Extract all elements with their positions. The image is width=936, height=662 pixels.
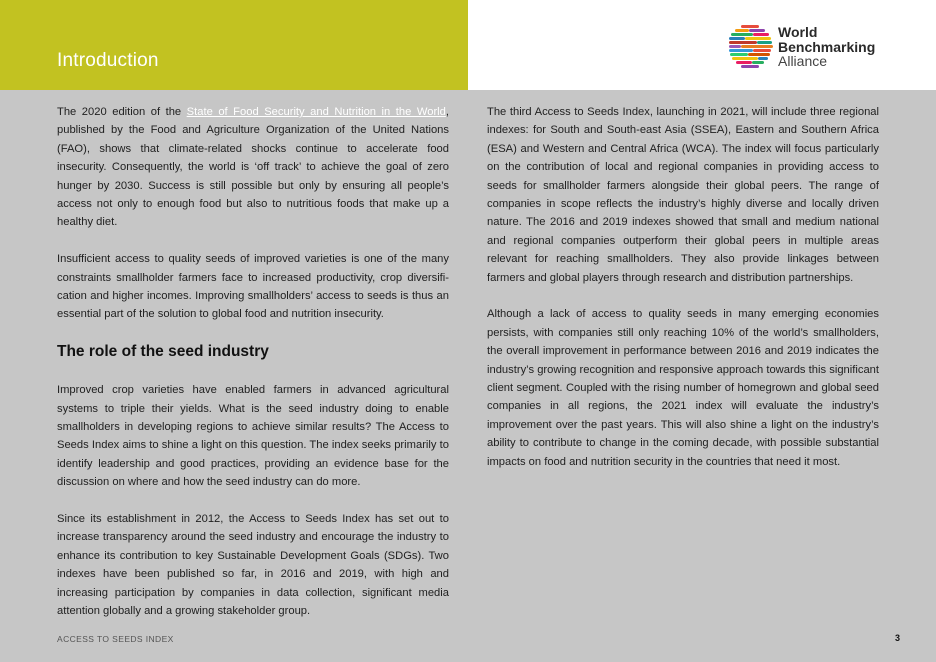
sofi-report-link[interactable]: State of Food Security and Nutrition in the World [186, 106, 446, 118]
paragraph-text: The 2020 edition of the [57, 106, 187, 118]
header-band [0, 0, 468, 90]
paragraph: Improved crop varieties have enabled farmers in advanced agricultural systems to triple their yields. What is the seed industry doing to enable smallholders in developing regions to achieve similar results? The Access to Seeds Index aims to shine a light on this question. The index seeks primarily to identify leadership and good practices, providing an evidence base for the discussion on where and how the seed industry can do more. [57, 384, 449, 489]
paragraph [57, 103, 449, 232]
paragraph: Since its establishment in 2012, the Access to Seeds Index has set out to increase transparency around the seed industry and encourage the industry to enhance its contribution to key Sustainable Development Goals (SDGs). Two indexes have been published so far, in 2016 and 2019, with high and increasing participation by companies in data collection, significant media attention globally and a growing stakeholder group. [57, 513, 449, 618]
right-column [487, 103, 879, 490]
logo-area [468, 0, 936, 90]
logo-line-3: Alliance [778, 53, 828, 69]
page-number: 3 [894, 633, 900, 643]
paragraph: Insufficient access to quality seeds of improved varieties is one of the many constraints smallholder farmers face to increased productivity, crop diversifi-cation and higher incomes. Improving smallholders’ access to seeds is thus an essential part of the solution to global food and nutrition insecurity. [57, 253, 449, 321]
footer-publication: ACCESS TO SEEDS INDEX [57, 634, 174, 644]
left-column [57, 103, 449, 639]
page-title: Introduction [57, 50, 159, 71]
section-heading: The role of the seed industry [57, 343, 269, 361]
logo-wordmark [778, 25, 875, 69]
wba-stripes-logo-icon [729, 24, 773, 70]
paragraph: Although a lack of access to quality seeds in many emerging economies persists, with companies still only reaching 10% of the world’s smallholders, the overall improvement in performance between 2016 and 2019 indicates the industry’s growing recognition and responsive approach towards this significant client segment. Coupled with the rising number of homegrown and global seed companies in all regions, the 2021 index will evaluate the industry’s improvement over the past years. This will also shine a light on the industry’s ability to contribute to change in the coming decade, with possible substantial impacts on food and nutrition security in the countries that need it most. [487, 308, 879, 468]
paragraph: The third Access to Seeds Index, launching in 2021, will include three regional indexes: for South and South-east Asia (SSEA), Eastern and Southern Africa (ESA) and Western and Central Africa (WCA). The index will focus particularly on the contribution of local and regional companies in providing access to seeds for smallholder farmers alongside their global peers. The range of companies in scope reflects the industry’s highly diverse and locally driven nature. The 2016 and 2019 indexes showed that small and medium national and regional companies outperform their global peers in multiple areas relevant for reaching smallholders. They also provide linkages between farmers and global players through research and distribution partnerships. [487, 106, 879, 284]
paragraph-text: , published by the Food and Agriculture Organization of the United Nations (FAO), shows that climate-related shocks continue to accelerate food insecurity. Consequently, the world is ‘off track’ to achieve the goal of zero hunger by 2030. Success is still possible but only by ensuring all people’s access not only to enough food but also to nutritious foods that make up a healthy diet. [57, 106, 449, 229]
logo-line-1: World [778, 24, 818, 40]
logo-line-2: Benchmarking [778, 38, 876, 55]
